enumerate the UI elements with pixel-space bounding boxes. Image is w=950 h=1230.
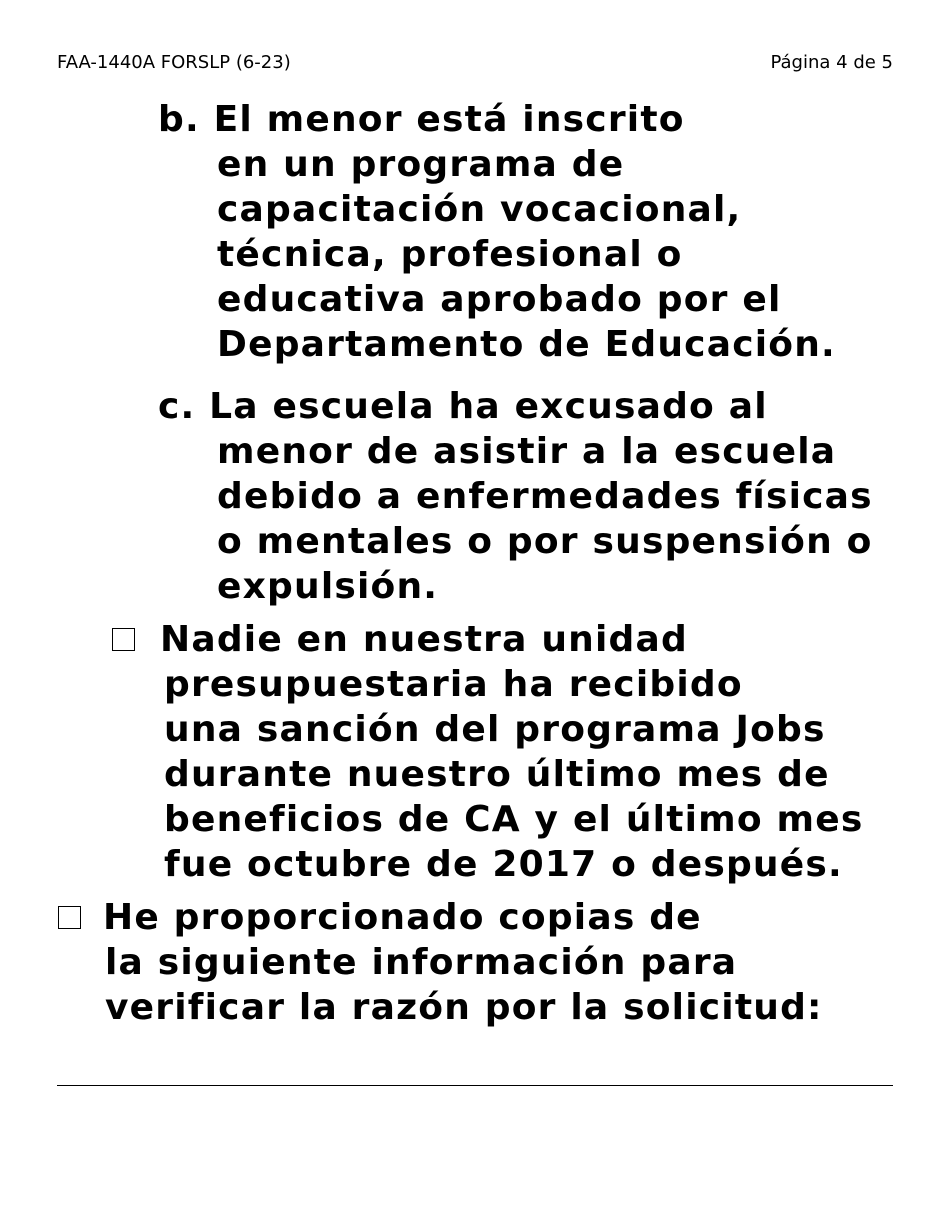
item-c-line: o mentales o por suspensión o	[217, 521, 873, 562]
no-jobs-sanction-option	[112, 617, 863, 887]
no-jobs-sanction-line: Nadie en nuestra unidad	[160, 619, 688, 660]
item-b-line: b. El menor está inscrito	[158, 99, 685, 140]
page-header	[57, 52, 893, 76]
no-jobs-sanction-line: beneficios de CA y el último mes	[164, 799, 864, 840]
item-c-line: expulsión.	[217, 566, 439, 607]
item-b-line: capacitación vocacional,	[217, 189, 742, 230]
provided-copies-line: He proporcionado copias de	[103, 897, 702, 938]
item-b-line: en un programa de	[217, 144, 625, 185]
no-jobs-sanction-line: durante nuestro último mes de	[164, 754, 830, 795]
verification-info-answer-line[interactable]	[57, 1085, 893, 1086]
provided-copies-line: verificar la razón por la solicitud:	[105, 987, 823, 1028]
item-c-line: menor de asistir a la escuela	[217, 431, 837, 472]
no-jobs-sanction-line: una sanción del programa Jobs	[164, 709, 826, 750]
item-c-school-excused	[158, 384, 873, 609]
no-jobs-sanction-line: fue octubre de 2017 o después.	[164, 844, 843, 885]
item-b-line: Departamento de Educación.	[217, 324, 836, 365]
no-jobs-sanction-checkbox[interactable]	[112, 628, 135, 651]
item-c-line: c. La escuela ha excusado al	[158, 386, 768, 427]
no-jobs-sanction-line: presupuestaria ha recibido	[164, 664, 743, 705]
provided-copies-line: la siguiente información para	[105, 942, 738, 983]
item-b-line: técnica, profesional o	[217, 234, 683, 275]
item-b-enrolled-vocational-program	[158, 97, 836, 367]
item-c-line: debido a enfermedades físicas	[217, 476, 873, 517]
provided-copies-option	[58, 895, 823, 1030]
page-number: Página 4 de 5	[770, 52, 893, 73]
form-id: FAA-1440A FORSLP (6-23)	[57, 52, 291, 73]
item-b-line: educativa aprobado por el	[217, 279, 782, 320]
provided-copies-checkbox[interactable]	[58, 906, 81, 929]
